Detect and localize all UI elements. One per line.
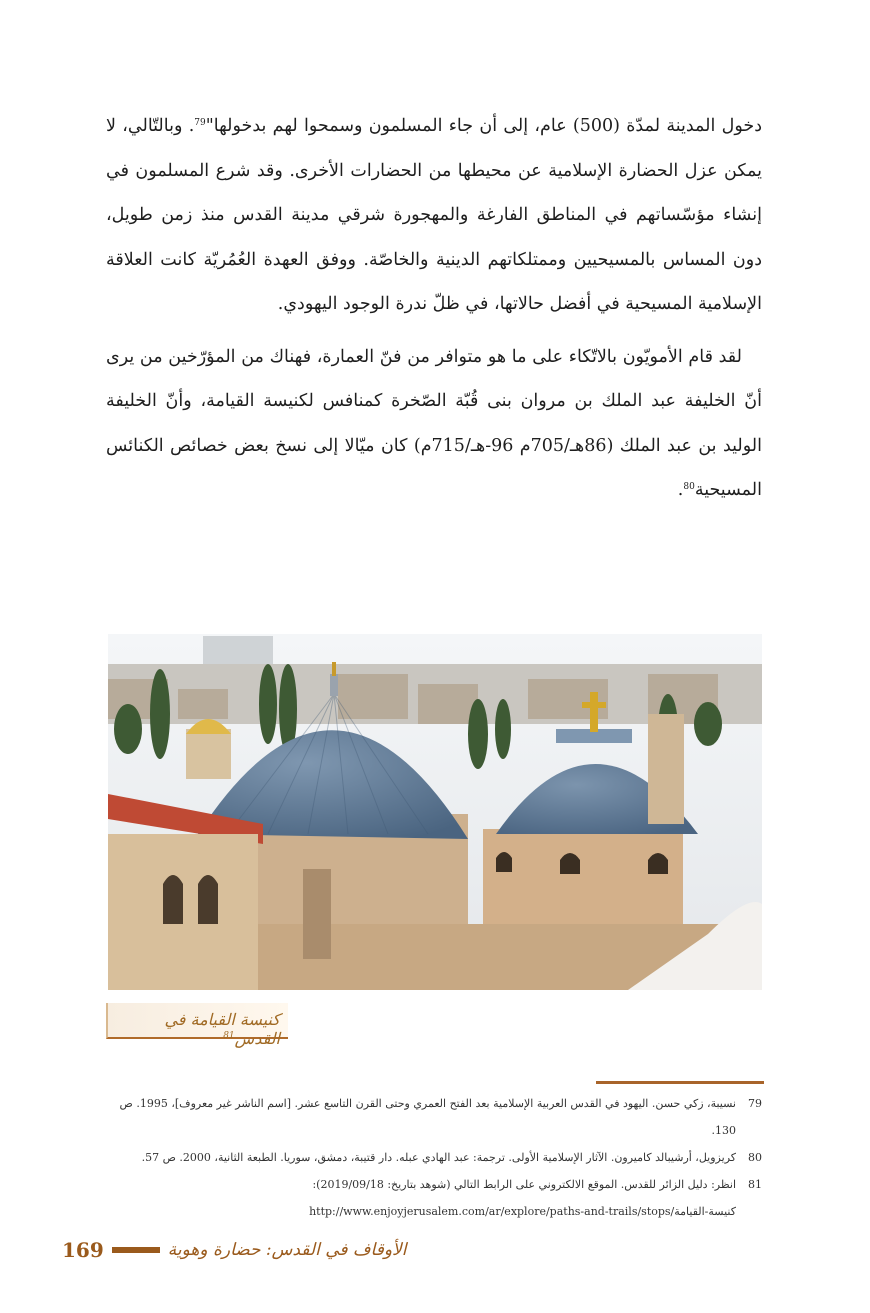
footnote-text: كريزويل، أرشيبالد كاميرون. الآثار الإسلامية الأولى. ترجمة: عبد الهادي عبله. دار قتيبة، دمشق، سوريا. الطبعة الثانية، 2000. ص 57. (141, 1151, 736, 1164)
page-number: 169 (62, 1238, 104, 1262)
footnote-80 (106, 1144, 762, 1171)
running-footer (62, 1235, 406, 1265)
footnote-ref-80[interactable]: 80 (683, 482, 695, 492)
paragraph-2 (106, 335, 762, 513)
footnote-79 (106, 1090, 762, 1144)
church-photo-illustration (108, 634, 762, 990)
footnote-number: 79 (748, 1097, 762, 1110)
footnote-link[interactable]: http://www.enjoyjerusalem.com/ar/explore/paths-and-trails/stops/كنيسة-القيامة (309, 1205, 736, 1218)
footnote-number: 81 (748, 1178, 762, 1191)
figure-caption (106, 1003, 288, 1048)
church-photo (108, 634, 762, 990)
footer-divider-bar (112, 1247, 160, 1253)
caption-label: كنيسة القيامة في القدس (164, 1010, 280, 1048)
footnote-text: نسيبة، زكي حسن. اليهود في القدس العربية الإسلامية بعد الفتح العمري وحتى القرن التاسع عشر. [اسم الناشر غير معروف]، 1995. ص 130. (119, 1097, 736, 1137)
footnote-ref-81[interactable]: 81 (223, 1031, 235, 1041)
paragraph-1-text: دخول المدينة لمدّة (500) عام، إلى أن جاء المسلمون وسمحوا لهم بدخولها" (205, 116, 762, 136)
footnotes (106, 1090, 762, 1225)
paragraph-2-text: لقد قام الأمويّون بالاتّكاء على ما هو متوافر من فنّ العمارة، فهناك من المؤرّخين من يرى أنّ الخليفة عبد الملك بن مروان بنى قُبّة الصّخرة كمنافس لكنيسة القيامة، وأنّ الخليفة الوليد بن عبد الملك (86هـ/705م 96-هـ/715م) كان ميّالا إلى نسخ بعض خصائص الكنائس المسيحية (106, 346, 762, 500)
footnote-text: انظر: دليل الزائر للقدس. الموقع الالكتروني على الرابط التالي (شوهد بتاريخ: 2019/09/18): (312, 1178, 736, 1191)
footnote-ref-79[interactable]: 79 (194, 118, 206, 128)
paragraph-1 (106, 104, 762, 327)
figure-caption-text (108, 1010, 280, 1048)
body-text (106, 104, 762, 513)
paragraph-2-text-end: . (677, 480, 684, 500)
footnote-separator (596, 1081, 764, 1084)
paragraph-1-text-cont: . وبالتّالي، لا يمكن عزل الحضارة الإسلامية عن محيطها من الحضارات الأخرى. وقد شرع المسلمون في إنشاء مؤسّساتهم في المناطق الفارغة والمهجورة شرقي مدينة القدس منذ زمن طويل، دون المساس بالمسيحيين وممتلكاتهم الدينية والخاصّة. ووفق العهدة العُمُريّة كانت العلاقة الإسلامية المسيحية في أفضل حالاتها، في ظلّ ندرة الوجود اليهودي. (106, 116, 762, 314)
running-title: الأوقاف في القدس: حضارة وهوية (167, 1240, 407, 1260)
footnote-81 (106, 1171, 762, 1198)
footnote-number: 80 (748, 1151, 762, 1164)
